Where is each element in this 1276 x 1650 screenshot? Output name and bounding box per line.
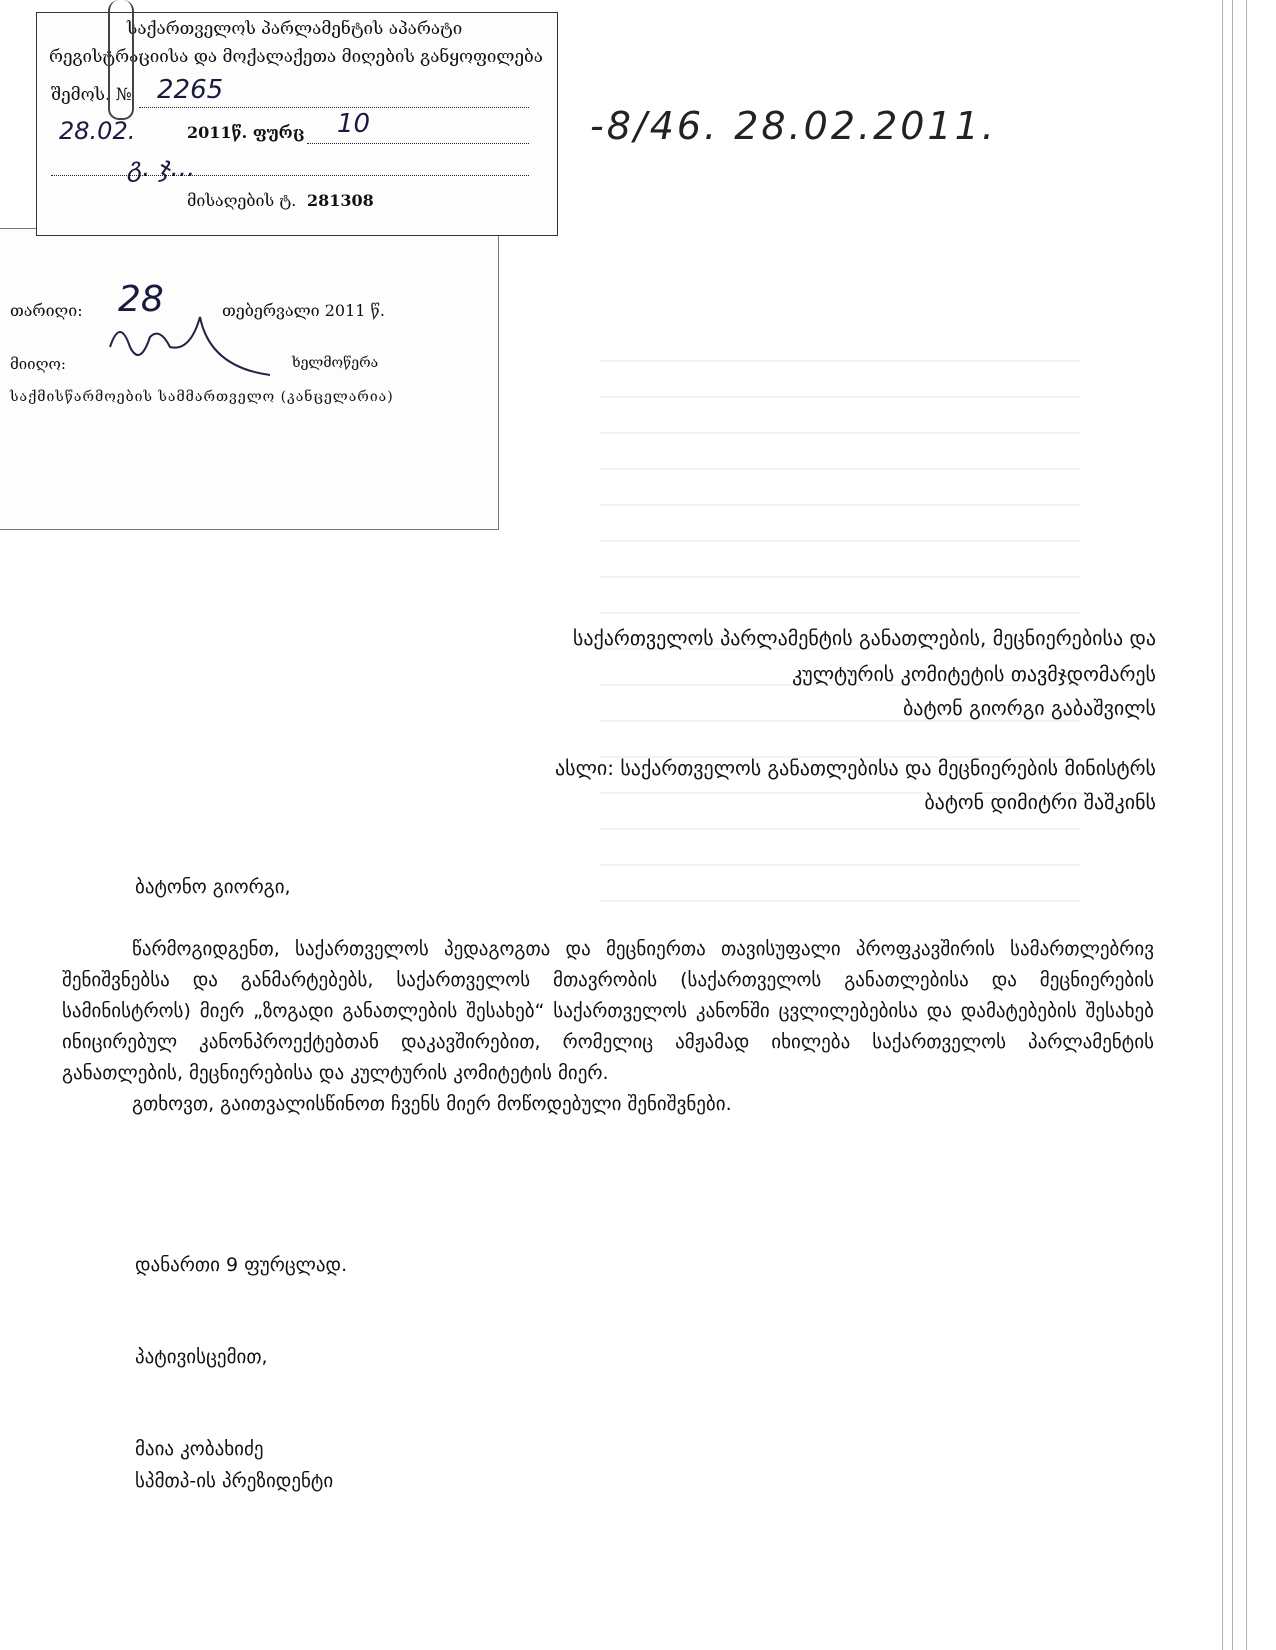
stamp-signature: გ. ჯ... [127,153,196,183]
registration-mark: -8/46. 28.02.2011. [590,104,997,148]
copy-line: ასლი: საქართველოს განათლებისა და მეცნიერების მინისტრს [555,756,1156,780]
page-edge [1246,0,1247,1650]
addressee-line-3: ბატონ გიორგი გაბაშვილს [902,696,1156,720]
attachment-note: დანართი 9 ფურცლად. [135,1254,348,1276]
page-edge [1232,0,1233,1650]
salutation: ბატონო გიორგი, [135,876,291,898]
signer-title: სპმთპ-ის პრეზიდენტი [135,1470,334,1492]
signer-name: მაია კობახიძე [135,1438,264,1460]
chancellery-stamp [0,228,499,530]
number-label: შემოს. № [51,85,132,105]
closing: პატივისცემით, [135,1346,268,1368]
number-value: 2265 [157,75,224,105]
dotted-line [139,107,529,108]
sheets-value: 10 [337,109,371,139]
date-label: თარიღი: [10,301,83,320]
page-edge [1222,0,1223,1650]
copy-name: ბატონ დიმიტრი შაშკინს [924,790,1156,814]
stamp-line-2: რეგისტრაციისა და მოქალაქეთა მიღების განყოფილება [49,47,543,67]
date-value: 28.02. [59,117,136,145]
dotted-line [51,175,529,176]
month-year: თებერვალი 2011 წ. [222,301,385,320]
signature-label: ხელმოწერა [292,355,379,371]
paragraph-1: წარმოგიდგენთ, საქართველოს პედაგოგთა და მეცნიერთა თავისუფალი პროფკავშირის სამართლებრივ შენიშვნებსა და განმარტებებს, საქართველოს მთავრობის (საქართველოს განათლებისა და მეცნიერების სამინისტროს) მიერ „ზოგადი განათლების შესახებ“ საქართველოს კანონში ცვლილებებისა და დამატებების შესახებ ინიცირებულ კანონპროექტებთან დაკავშირებით, რომელიც ამჟამად იხილება საქართველოს პარლამენტის განათლების, მეცნიერებისა და კულტურის კომიტეტის მიერ. [62,938,1154,1084]
day-value: 28 [118,279,164,320]
receiver-label: მისაღების ტ. [187,191,297,210]
addressee-line-2: კულტურის კომიტეტის თავმჯდომარეს [792,662,1156,686]
addressee-line-1: საქართველოს პარლამენტის განათლების, მეცნიერებისა და [572,626,1156,650]
dotted-line [307,143,529,144]
received-label: მიიღო: [10,355,66,373]
paragraph-2: გთხოვთ, გაითვალისწინოთ ჩვენს მიერ მოწოდებული შენიშვნები. [132,1093,732,1115]
year-label: 2011წ. ფურც [187,123,305,142]
receiver-number: 281308 [307,191,374,210]
office-name: საქმისწარმოების სამმართველო (კანცელარია) [10,389,394,405]
stamp-line-1: საქართველოს პარლამენტის აპარატი [127,19,463,39]
letter-body [62,934,1154,1120]
signature-scribble [100,307,280,377]
paperclip [108,0,134,120]
